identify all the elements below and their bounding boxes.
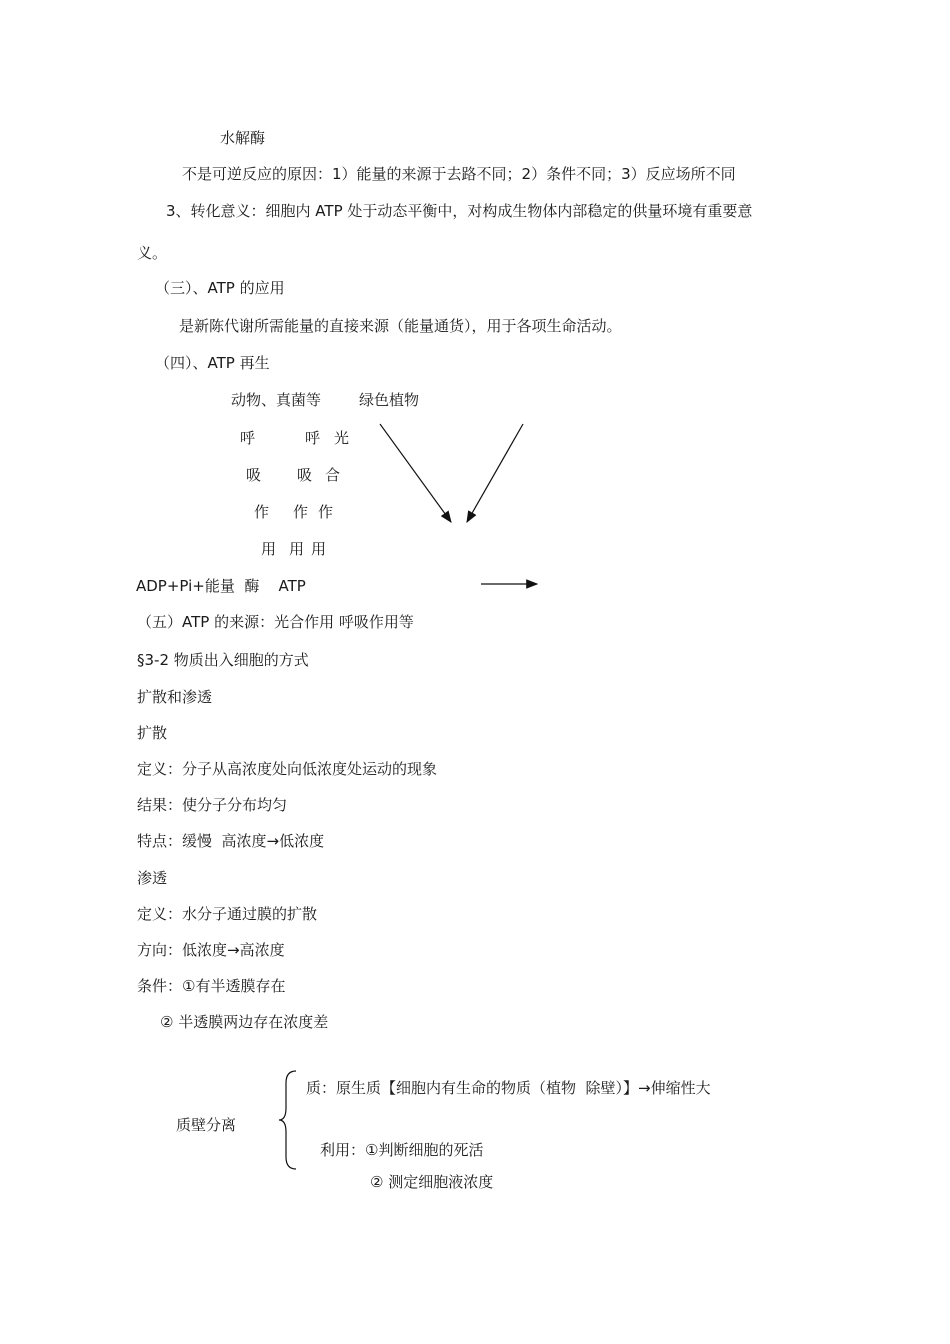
- diffusion-result: 结果：使分子分布均匀: [137, 796, 288, 814]
- col3-char-3: 作: [318, 503, 334, 521]
- col3-char-4: 用: [311, 540, 327, 558]
- conversion-meaning: 3、转化意义：细胞内 ATP 处于动态平衡中，对构成生物体内部稳定的供量环境有重要意: [166, 202, 753, 220]
- arrow-left-down: [380, 424, 451, 522]
- animals-fungi-label: 动物、真菌等: [231, 391, 322, 409]
- plasmolysis-quality: 质：原生质【细胞内有生命的物质（植物 除壁）】→伸缩性大: [306, 1079, 711, 1097]
- osmosis-definition: 定义：水分子通过膜的扩散: [137, 905, 318, 923]
- osmosis-direction: 方向：低浓度→高浓度: [137, 941, 285, 959]
- col3-char-2: 合: [325, 466, 341, 484]
- col1-char-3: 作: [254, 503, 270, 521]
- curly-brace: [279, 1071, 296, 1169]
- osmosis-condition-2: ② 半透膜两边存在浓度差: [160, 1013, 329, 1031]
- green-plants-label: 绿色植物: [359, 391, 420, 409]
- arrow-right-down: [467, 424, 523, 522]
- section-5: （五）ATP 的来源：光合作用 呼吸作用等: [137, 613, 414, 631]
- diffusion-osmosis-heading: 扩散和渗透: [137, 688, 213, 706]
- col2-char-3: 作: [293, 503, 309, 521]
- col1-char-4: 用: [261, 540, 277, 558]
- chapter-title: §3-2 物质出入细胞的方式: [137, 651, 309, 669]
- atp-equation: ADP+Pi+能量 酶 ATP: [136, 577, 306, 595]
- section-3-title: （三）、ATP 的应用: [155, 279, 285, 297]
- section-3-body: 是新陈代谢所需能量的直接来源（能量通货），用于各项生命活动。: [179, 317, 622, 335]
- conversion-meaning-end: 义。: [137, 244, 168, 262]
- plasmolysis-use-2: ② 测定细胞液浓度: [370, 1173, 494, 1191]
- col2-char-1: 呼: [305, 429, 321, 447]
- diffusion-feature: 特点：缓慢 高浓度→低浓度: [137, 832, 325, 850]
- col2-char-2: 吸: [297, 466, 313, 484]
- hydrolase-label: 水解酶: [220, 129, 266, 147]
- plasmolysis-use-1: 利用：①判断细胞的死活: [320, 1141, 484, 1159]
- osmosis-heading: 渗透: [137, 869, 168, 887]
- col1-char-2: 吸: [246, 466, 262, 484]
- diffusion-definition: 定义：分子从高浓度处向低浓度处运动的现象: [137, 760, 438, 778]
- plasmolysis-label: 质壁分离: [176, 1116, 237, 1134]
- col1-char-1: 呼: [240, 429, 256, 447]
- section-4-title: （四）、ATP 再生: [155, 354, 270, 372]
- irreversible-reason: 不是可逆反应的原因：1）能量的来源于去路不同；2）条件不同；3）反应场所不同: [182, 165, 736, 183]
- col3-char-1: 光: [334, 429, 350, 447]
- osmosis-condition-1: 条件：①有半透膜存在: [137, 977, 286, 995]
- col2-char-4: 用: [289, 540, 305, 558]
- diffusion-heading: 扩散: [137, 724, 168, 742]
